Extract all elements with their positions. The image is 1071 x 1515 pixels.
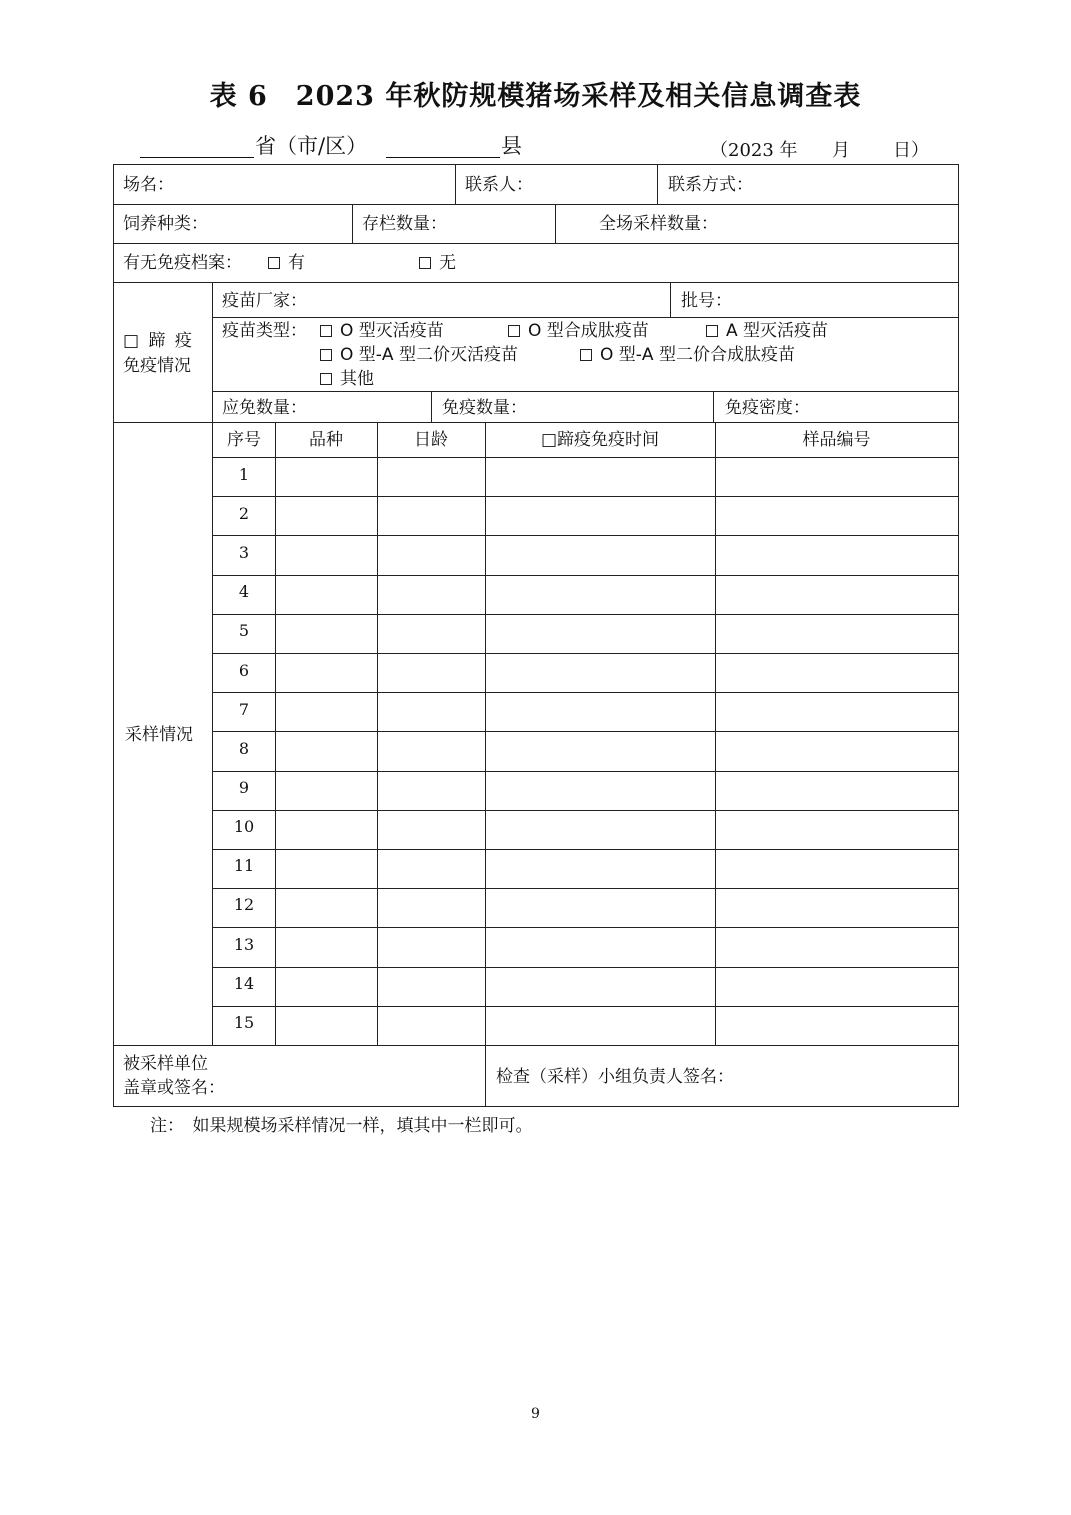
col-divider (431, 391, 432, 422)
table-row-number: 5 (238, 621, 250, 640)
col-divider (713, 391, 714, 422)
date-month: 月 (832, 140, 850, 161)
vaccine-option[interactable] (508, 320, 649, 342)
vaccine-option-label: A 型灭活疫苗 (726, 321, 829, 341)
row-divider (113, 1045, 959, 1046)
should-immunize-label: 应免数量： (222, 398, 307, 418)
table-row-number: 10 (233, 817, 255, 836)
column-header-breed: 品种 (309, 430, 343, 450)
row-divider (113, 282, 959, 283)
table-row-number: 8 (238, 739, 250, 758)
table-row-number: 1 (238, 465, 250, 484)
table-row-number: 15 (233, 1013, 255, 1032)
row-divider (212, 849, 959, 850)
col-divider (657, 164, 658, 204)
column-header-index: 序号 (227, 430, 261, 450)
immunized-count-label: 免疫数量： (442, 398, 527, 418)
vaccine-option[interactable] (320, 344, 518, 366)
table-row-number: 13 (233, 935, 255, 954)
col-divider (352, 204, 353, 243)
column-header-age: 日龄 (414, 430, 448, 450)
table-row-number: 12 (233, 895, 255, 914)
row-divider (212, 653, 959, 654)
col-divider (212, 282, 213, 423)
sampled-unit-label-1: 被采样单位 (123, 1054, 208, 1074)
row-divider (212, 496, 959, 497)
contact-method-label: 联系方式： (668, 175, 753, 195)
column-header-immunization-time: □蹄疫免疫时间 (540, 430, 660, 450)
row-divider (212, 692, 959, 693)
immune-record-no[interactable] (419, 252, 456, 274)
checkbox-icon[interactable] (580, 349, 592, 361)
vaccine-maker-label: 疫苗厂家： (222, 291, 307, 311)
row-divider (212, 810, 959, 811)
col-divider (715, 422, 716, 1045)
vaccine-option-label: O 型合成肽疫苗 (528, 321, 649, 341)
checkbox-icon[interactable] (508, 325, 520, 337)
province-blank[interactable] (140, 157, 254, 158)
row-divider (212, 391, 959, 392)
page-number: 9 (531, 1406, 540, 1422)
column-header-sample-id: 样品编号 (802, 430, 871, 450)
checkbox-icon[interactable] (419, 257, 431, 269)
batch-number-label: 批号： (681, 291, 732, 311)
row-divider (212, 575, 959, 576)
checkbox-icon[interactable] (320, 373, 332, 385)
table-border-top (113, 164, 959, 165)
checkbox-icon[interactable] (320, 325, 332, 337)
table-row-number: 7 (238, 700, 250, 719)
table-row-number: 3 (238, 543, 250, 562)
row-divider (212, 614, 959, 615)
table-row-number: 6 (238, 661, 250, 680)
col-divider (455, 164, 456, 204)
vaccine-option-label: 其他 (340, 369, 374, 389)
province-label: 省（市/区） (255, 134, 368, 158)
row-divider (212, 927, 959, 928)
checkbox-icon[interactable] (320, 349, 332, 361)
sample-total-label: 全场采样数量： (599, 214, 718, 234)
species-label: 饲养种类： (123, 214, 208, 234)
vaccine-option-label: O 型灭活疫苗 (340, 321, 444, 341)
immunization-section-label-2: 免疫情况 (123, 356, 191, 376)
yes-label: 有 (288, 253, 305, 273)
table-border-left (113, 164, 114, 1107)
row-divider (113, 422, 959, 423)
table-row-number: 4 (238, 582, 250, 601)
col-divider (555, 204, 556, 243)
table-row-number: 9 (238, 778, 250, 797)
footnote: 注： 如果规模场采样情况一样，填其中一栏即可。 (150, 1116, 533, 1136)
sampling-section-label: 采样情况 (125, 725, 193, 745)
table-row-number: 14 (233, 974, 255, 993)
table-row-number: 11 (233, 856, 255, 875)
date-day: 日） (893, 140, 929, 161)
contact-person-label: 联系人： (465, 175, 533, 195)
row-divider (113, 204, 959, 205)
no-label: 无 (439, 253, 456, 273)
vaccine-option[interactable] (580, 344, 795, 366)
col-divider (485, 422, 486, 1107)
stock-label: 存栏数量： (362, 214, 447, 234)
row-divider (212, 1006, 959, 1007)
vaccine-option-label: O 型-A 型二价灭活疫苗 (340, 345, 518, 365)
immune-record-yes[interactable] (268, 252, 305, 274)
row-divider (113, 243, 959, 244)
leader-signature-label: 检查（采样）小组负责人签名： (496, 1067, 734, 1087)
row-divider (212, 731, 959, 732)
table-border-bottom (113, 1106, 959, 1107)
vaccine-type-label: 疫苗类型： (222, 321, 307, 341)
vaccine-option[interactable] (706, 320, 828, 342)
row-divider (212, 888, 959, 889)
col-divider (670, 282, 671, 317)
row-divider (212, 967, 959, 968)
vaccine-option[interactable] (320, 368, 374, 390)
checkbox-icon[interactable] (268, 257, 280, 269)
county-blank[interactable] (386, 157, 500, 158)
row-divider (212, 535, 959, 536)
table-border-right (958, 164, 959, 1107)
county-label: 县 (501, 134, 522, 158)
table-row-number: 2 (238, 504, 250, 523)
page-title: 表 6 2023 年秋防规模猪场采样及相关信息调查表 (209, 81, 862, 112)
vaccine-option-label: O 型-A 型二价合成肽疫苗 (600, 345, 795, 365)
farm-name-label: 场名： (123, 175, 174, 195)
row-divider (212, 771, 959, 772)
immunization-density-label: 免疫密度： (725, 398, 810, 418)
vaccine-option[interactable] (320, 320, 444, 342)
sampled-unit-label-2: 盖章或签名： (123, 1078, 225, 1098)
date-year: （2023 年 (710, 140, 798, 161)
row-divider (212, 457, 959, 458)
immune-record-label: 有无免疫档案： (123, 253, 242, 273)
checkbox-icon[interactable] (706, 325, 718, 337)
immunization-section-label-1: □ 蹄 疫 (123, 331, 194, 351)
col-divider (377, 422, 378, 1045)
row-divider (212, 317, 959, 318)
